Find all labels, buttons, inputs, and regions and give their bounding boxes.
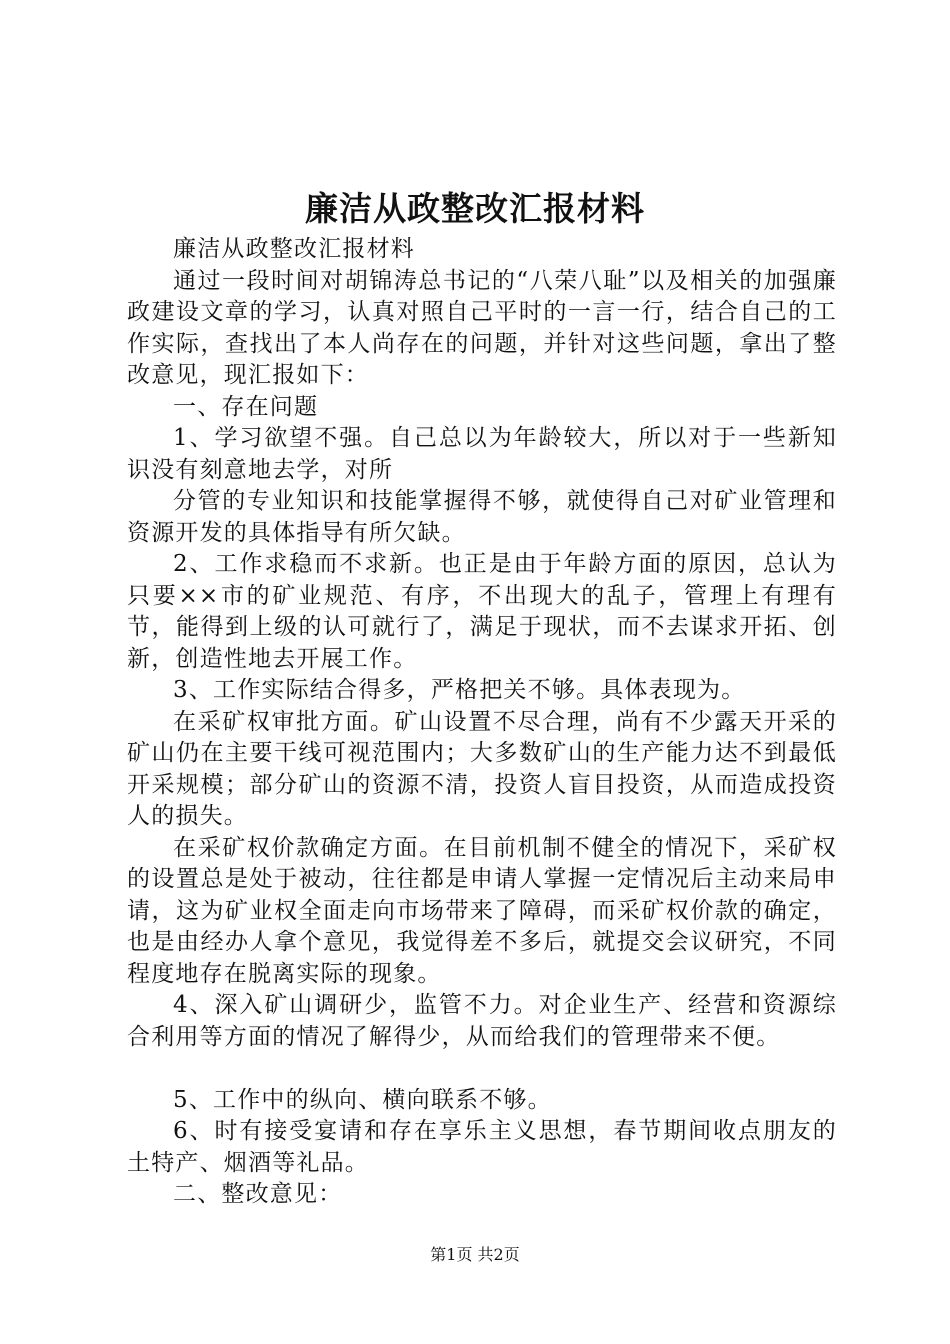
paragraph-problem-2: 2、工作求稳而不求新。也正是由于年龄方面的原因，总认为只要××市的矿业规范、有序，不出现大的乱子，管理上有理有节，能得到上级的认可就行了，满足于现状，而不去谋求开拓、创新，创造性地去开展工作。	[127, 551, 837, 672]
heading-rectification: 二、整改意见：	[173, 1181, 343, 1207]
paragraph-subtitle: 廉洁从政整改汇报材料	[173, 236, 415, 262]
heading-existing-problems: 一、存在问题	[173, 393, 319, 420]
paragraph-intro: 通过一段时间对胡锦涛总书记的“八荣八耻”以及相关的加强廉政建设文章的学习，认真对照自己平时的一言一行，结合自己的工作实际，查找出了本人尚存在的问题，并针对这些问题，拿出了整改意见，现汇报如下：	[127, 267, 837, 388]
paragraph-problem-1-cont: 分管的专业知识和技能掌握得不够，就使得自己对矿业管理和资源开发的具体指导有所欠缺。	[127, 488, 837, 546]
paragraph-mining-price: 在采矿权价款确定方面。在目前机制不健全的情况下，采矿权的设置总是处于被动，往往都是申请人掌握一定情况后主动来局申请，这为矿业权全面走向市场带来了障碍，而采矿权价款的确定，也是由经办人拿个意见，我觉得差不多后，就提交会议研究，不同程度地存在脱离实际的现象。	[127, 834, 837, 987]
paragraph-problem-1: 1、学习欲望不强。自己总以为年龄较大，所以对于一些新知识没有刻意地去学，对所	[127, 425, 837, 483]
paragraph-mining-approval: 在采矿权审批方面。矿山设置不尽合理，尚有不少露天开采的矿山仍在主要干线可视范围内；大多数矿山的生产能力达不到最低开采规模；部分矿山的资源不清，投资人盲目投资，从而造成投资人的损失。	[127, 708, 837, 829]
page-footer: 第1页 共2页	[430, 1245, 520, 1264]
paragraph-problem-4: 4、深入矿山调研少，监管不力。对企业生产、经营和资源综合利用等方面的情况了解得少，从而给我们的管理带来不便。	[127, 992, 837, 1050]
paragraph-problem-6: 6、时有接受宴请和存在享乐主义思想，春节期间收点朋友的土特产、烟酒等礼品。	[127, 1118, 837, 1176]
document-body	[127, 234, 837, 1211]
paragraph-problem-5: 5、工作中的纵向、横向联系不够。	[173, 1086, 552, 1113]
paragraph-problem-3: 3、工作实际结合得多，严格把关不够。具体表现为。	[173, 677, 746, 703]
document-title: 廉洁从政整改汇报材料	[305, 189, 645, 228]
